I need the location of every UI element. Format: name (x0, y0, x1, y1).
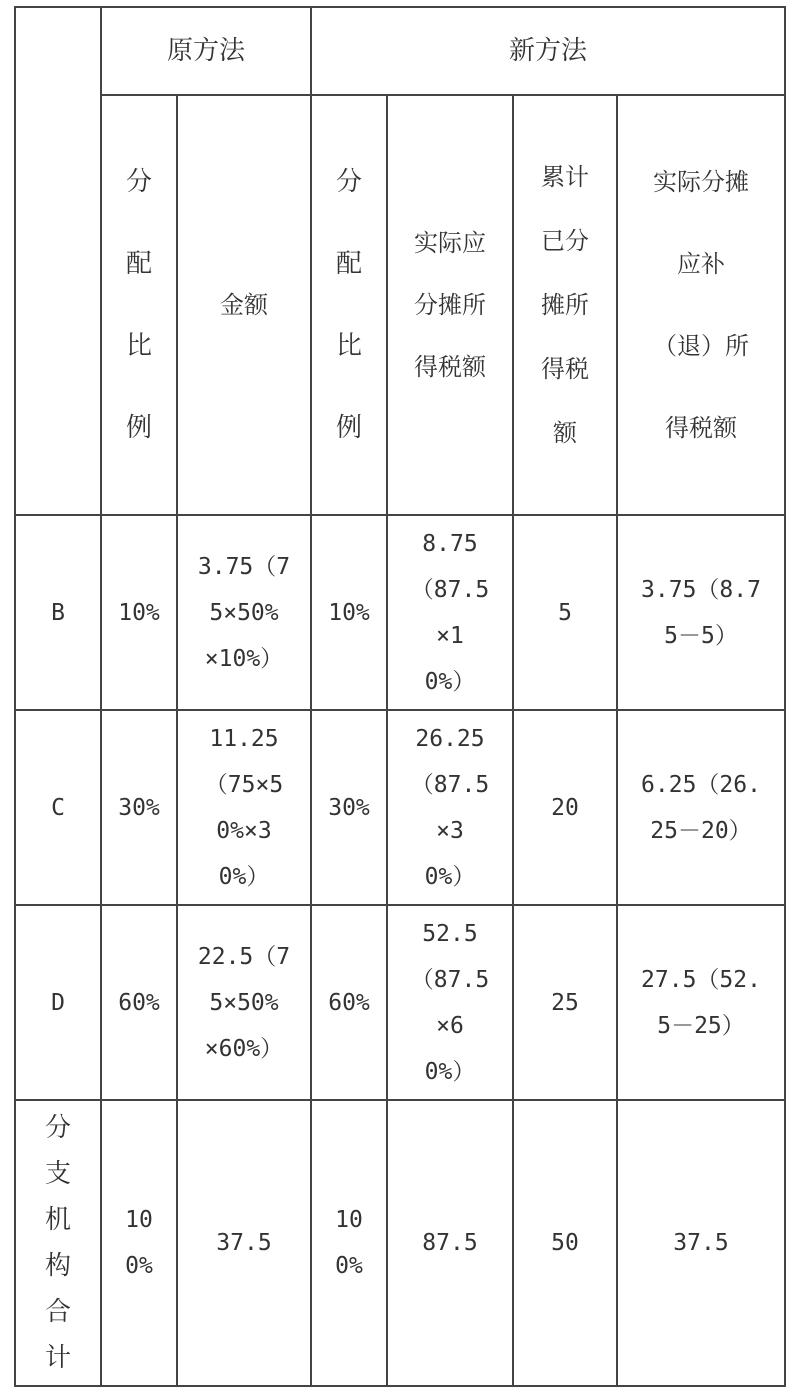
total-cumulative: 50 (513, 1100, 617, 1386)
cell-old-ratio: 60% (101, 905, 177, 1100)
header-new-method: 新方法 (311, 7, 785, 95)
total-row (15, 1100, 785, 1386)
cell-adjust: 27.5（52. 5－25） (617, 905, 785, 1100)
cell-old-ratio: 10% (101, 515, 177, 710)
row-label: C (15, 710, 101, 905)
total-adjust: 37.5 (617, 1100, 785, 1386)
total-old-ratio: 10 0% (101, 1100, 177, 1386)
table-row (15, 905, 785, 1100)
header-new-ratio: 分 配 比 例 (311, 95, 387, 515)
cell-adjust: 6.25（26. 25－20） (617, 710, 785, 905)
row-label: B (15, 515, 101, 710)
cell-adjust: 3.75（8.7 5－5） (617, 515, 785, 710)
cell-old-ratio: 30% (101, 710, 177, 905)
cell-new-actual: 52.5 （87.5 ×6 0%） (387, 905, 513, 1100)
cell-new-ratio: 10% (311, 515, 387, 710)
header-row-group (15, 7, 785, 95)
row-label: D (15, 905, 101, 1100)
table-row (15, 515, 785, 710)
allocation-table-wrapper (14, 6, 786, 1387)
header-old-method: 原方法 (101, 7, 311, 95)
total-new-ratio: 10 0% (311, 1100, 387, 1386)
cell-new-actual: 8.75 （87.5 ×1 0%） (387, 515, 513, 710)
table-row (15, 710, 785, 905)
tax-allocation-table (14, 6, 786, 1387)
header-new-cumulative: 累计 已分 摊所 得税 额 (513, 95, 617, 515)
cell-new-actual: 26.25 （87.5 ×3 0%） (387, 710, 513, 905)
header-old-ratio: 分 配 比 例 (101, 95, 177, 515)
cell-cumulative: 5 (513, 515, 617, 710)
header-row-columns (15, 95, 785, 515)
cell-new-ratio: 60% (311, 905, 387, 1100)
cell-old-amount: 11.25 （75×5 0%×3 0%） (177, 710, 311, 905)
total-label: 分 支 机 构 合 计 (15, 1100, 101, 1386)
header-old-amount: 金额 (177, 95, 311, 515)
cell-cumulative: 20 (513, 710, 617, 905)
cell-new-ratio: 30% (311, 710, 387, 905)
cell-old-amount: 22.5（7 5×50% ×60%） (177, 905, 311, 1100)
header-corner-cell (15, 7, 101, 515)
cell-old-amount: 3.75（7 5×50% ×10%） (177, 515, 311, 710)
total-new-actual: 87.5 (387, 1100, 513, 1386)
header-new-actual: 实际应 分摊所 得税额 (387, 95, 513, 515)
header-new-adjust: 实际分摊 应补 （退）所 得税额 (617, 95, 785, 515)
cell-cumulative: 25 (513, 905, 617, 1100)
total-old-amount: 37.5 (177, 1100, 311, 1386)
